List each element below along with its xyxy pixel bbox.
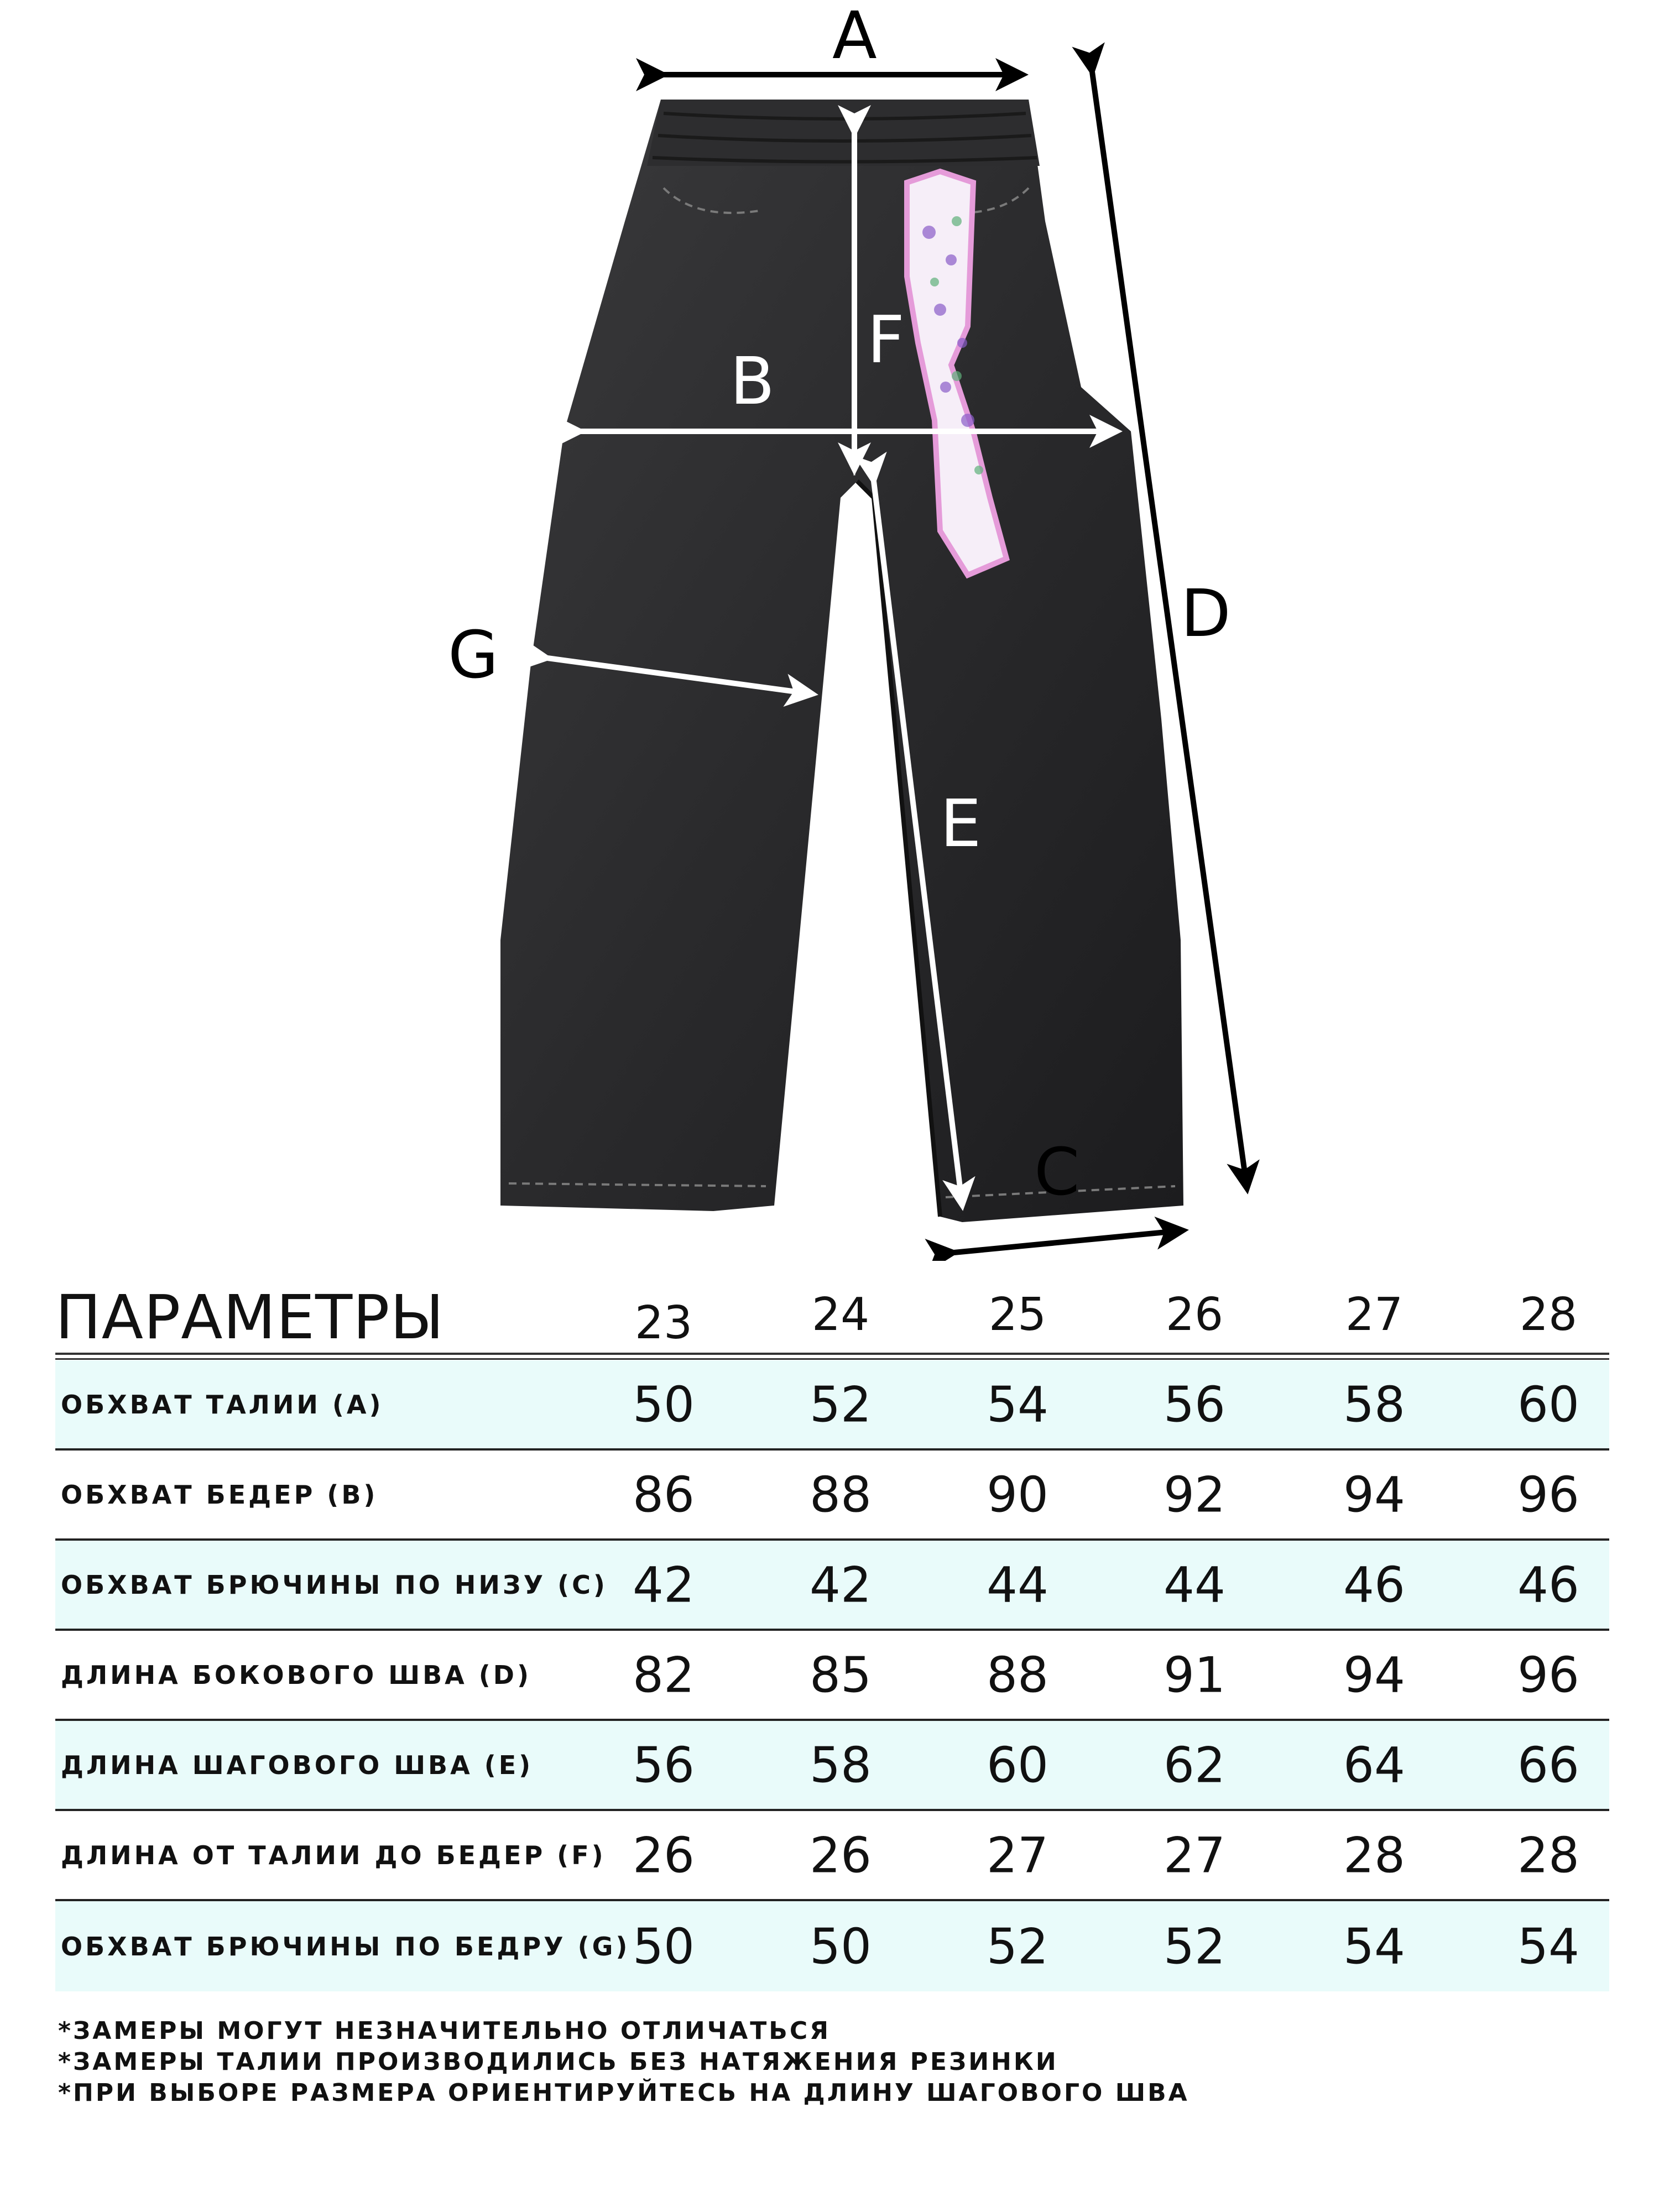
table-cell: 62 xyxy=(1164,1736,1225,1793)
table-cell: 46 xyxy=(1517,1556,1579,1613)
table-cell: 50 xyxy=(810,1918,872,1975)
table-cell: 64 xyxy=(1343,1736,1405,1793)
table-cell: 56 xyxy=(1164,1376,1225,1433)
waistband xyxy=(647,100,1040,166)
size-header: 27 xyxy=(1345,1288,1404,1341)
size-header: 28 xyxy=(1519,1288,1578,1341)
table-row xyxy=(55,1901,1609,1991)
table-cell: 91 xyxy=(1164,1646,1225,1703)
table-cell: 92 xyxy=(1164,1466,1225,1523)
size-header: 26 xyxy=(1165,1288,1224,1341)
table-cell: 54 xyxy=(987,1376,1048,1433)
table-cell: 44 xyxy=(987,1556,1048,1613)
label-d: D xyxy=(1181,575,1231,651)
table-cell: 26 xyxy=(633,1827,695,1884)
row-label: ДЛИНА ШАГОВОГО ШВА (Е) xyxy=(61,1750,534,1780)
table-cell: 28 xyxy=(1517,1827,1579,1884)
table-cell: 88 xyxy=(810,1466,872,1523)
table-cell: 52 xyxy=(810,1376,872,1433)
table-cell: 94 xyxy=(1343,1646,1405,1703)
table-row xyxy=(55,1541,1609,1631)
table-cell: 88 xyxy=(987,1646,1048,1703)
table-cell: 56 xyxy=(633,1736,695,1793)
table-cell: 66 xyxy=(1517,1736,1579,1793)
table-row xyxy=(55,1811,1609,1901)
table-cell: 58 xyxy=(810,1736,872,1793)
table-cell: 52 xyxy=(1164,1918,1225,1975)
header-divider xyxy=(55,1353,1609,1355)
label-f: F xyxy=(867,301,905,378)
table-cell: 60 xyxy=(987,1736,1048,1793)
table-cell: 50 xyxy=(633,1918,695,1975)
table-row xyxy=(55,1721,1609,1811)
table-cell: 42 xyxy=(633,1556,695,1613)
size-table xyxy=(55,1272,1609,1991)
footnote: *ЗАМЕРЫ ТАЛИИ ПРОИЗВОДИЛИСЬ БЕЗ НАТЯЖЕНИЯ РЕЗИНКИ xyxy=(58,2048,1058,2076)
row-label: ДЛИНА БОКОВОГО ШВА (D) xyxy=(61,1660,531,1690)
row-label: ОБХВАТ БРЮЧИНЫ ПО НИЗУ (С) xyxy=(61,1569,608,1600)
table-row xyxy=(55,1631,1609,1721)
row-label: ОБХВАТ БЕДЕР (В) xyxy=(61,1479,378,1510)
table-cell: 54 xyxy=(1517,1918,1579,1975)
table-cell: 52 xyxy=(987,1918,1048,1975)
table-cell: 44 xyxy=(1164,1556,1225,1613)
table-cell: 28 xyxy=(1343,1827,1405,1884)
size-header: 24 xyxy=(811,1288,870,1341)
table-cell: 82 xyxy=(633,1646,695,1703)
table-row xyxy=(55,1451,1609,1541)
table-cell: 96 xyxy=(1517,1646,1579,1703)
table-cell: 50 xyxy=(633,1376,695,1433)
table-cell: 46 xyxy=(1343,1556,1405,1613)
table-cell: 85 xyxy=(810,1646,872,1703)
table-cell: 26 xyxy=(810,1827,872,1884)
table-cell: 42 xyxy=(810,1556,872,1613)
table-row xyxy=(55,1360,1609,1451)
footnotes xyxy=(58,2016,1190,2109)
jeans-body xyxy=(500,100,1183,1222)
row-label: ДЛИНА ОТ ТАЛИИ ДО БЕДЕР (F) xyxy=(61,1840,606,1870)
footnote: *ЗАМЕРЫ МОГУТ НЕЗНАЧИТЕЛЬНО ОТЛИЧАТЬСЯ xyxy=(58,2017,831,2045)
table-cell: 27 xyxy=(987,1827,1048,1884)
label-e: E xyxy=(940,785,982,862)
table-cell: 90 xyxy=(987,1466,1048,1523)
table-header-row xyxy=(55,1272,1609,1360)
row-label: ОБХВАТ ТАЛИИ (А) xyxy=(61,1389,384,1420)
header-divider xyxy=(55,1358,1609,1360)
label-b: B xyxy=(730,343,775,419)
table-cell: 96 xyxy=(1517,1466,1579,1523)
table-cell: 94 xyxy=(1343,1466,1405,1523)
size-header: 23 xyxy=(634,1297,693,1349)
label-a: A xyxy=(832,0,877,74)
table-cell: 54 xyxy=(1343,1918,1405,1975)
table-cell: 86 xyxy=(633,1466,695,1523)
label-g: G xyxy=(448,617,499,693)
row-label: ОБХВАТ БРЮЧИНЫ ПО БЕДРУ (G) xyxy=(61,1931,630,1961)
table-cell: 60 xyxy=(1517,1376,1579,1433)
table-cell: 58 xyxy=(1343,1376,1405,1433)
size-header: 25 xyxy=(988,1288,1047,1341)
label-c: C xyxy=(1034,1134,1080,1210)
table-title: ПАРАМЕТРЫ xyxy=(55,1282,445,1353)
footnote: *ПРИ ВЫБОРЕ РАЗМЕРА ОРИЕНТИРУЙТЕСЬ НА ДЛИНУ ШАГОВОГО ШВА xyxy=(58,2079,1190,2107)
table-cell: 27 xyxy=(1164,1827,1225,1884)
arrow-c xyxy=(954,1230,1183,1253)
